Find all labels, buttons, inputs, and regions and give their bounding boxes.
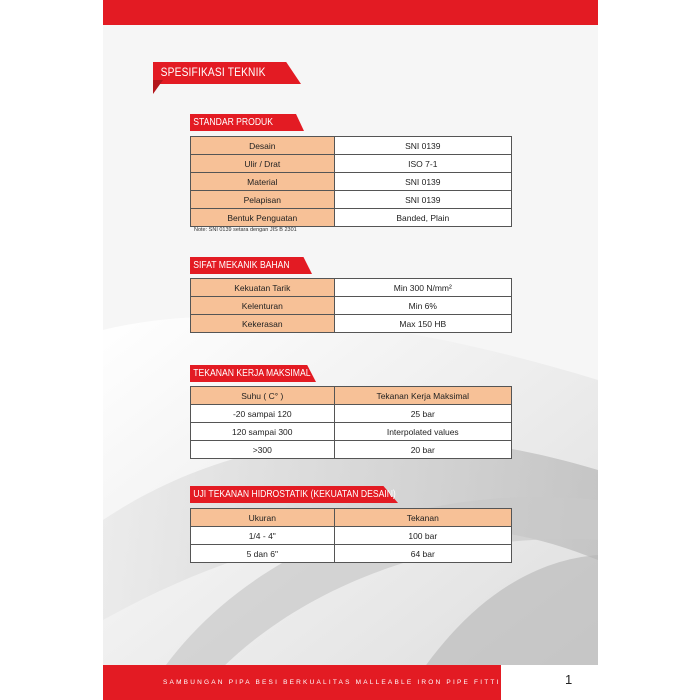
mekanik-row — [191, 279, 512, 297]
tekanan-row — [191, 423, 512, 441]
standar-label-cell: Material — [191, 173, 335, 191]
mekanik-row — [191, 315, 512, 333]
mekanik-value-cell: Max 150 HB — [334, 315, 511, 333]
tekanan-cell: 120 sampai 300 — [191, 423, 335, 441]
section-heading-standar: STANDAR PRODUK — [190, 114, 304, 131]
uji-header-tekanan: Tekanan — [334, 509, 511, 527]
document-page — [103, 0, 598, 700]
mekanik-value-cell: Min 300 N/mm² — [334, 279, 511, 297]
uji-row — [191, 527, 512, 545]
tekanan-row — [191, 441, 512, 459]
tekanan-cell: >300 — [191, 441, 335, 459]
standar-label-cell: Pelapisan — [191, 191, 335, 209]
tekanan-header-tekanan: Tekanan Kerja Maksimal — [334, 387, 511, 405]
standar-note: Note: SNI 0139 setara dengan JIS B 2301 — [194, 227, 297, 233]
uji-cell: 1/4 - 4" — [191, 527, 335, 545]
uji-cell: 64 bar — [334, 545, 511, 563]
uji-cell: 5 dan 6" — [191, 545, 335, 563]
page-title: SPESIFIKASI TEKNIK — [153, 62, 301, 84]
mekanik-row — [191, 297, 512, 315]
standar-value-cell: SNI 0139 — [334, 173, 511, 191]
standar-label-cell: Ulir / Drat — [191, 155, 335, 173]
section-heading-mekanik: SIFAT MEKANIK BAHAN — [190, 257, 312, 274]
tekanan-header-suhu: Suhu ( C° ) — [191, 387, 335, 405]
standar-label-cell: Desain — [191, 137, 335, 155]
standar-value-cell: SNI 0139 — [334, 137, 511, 155]
uji-header-ukuran: Ukuran — [191, 509, 335, 527]
standar-row — [191, 155, 512, 173]
standar-value-cell: ISO 7-1 — [334, 155, 511, 173]
top-red-bar — [103, 0, 598, 25]
standar-row — [191, 209, 512, 227]
tekanan-cell: -20 sampai 120 — [191, 405, 335, 423]
tekanan-cell: Interpolated values — [334, 423, 511, 441]
mekanik-label-cell: Kekuatan Tarik — [191, 279, 335, 297]
footer-text: SAMBUNGAN PIPA BESI BERKUALITAS MALLEABLE IRON PIPE FITTINGS | — [163, 679, 530, 686]
standar-row — [191, 137, 512, 155]
tekanan-row — [191, 405, 512, 423]
standar-value-cell: Banded, Plain — [334, 209, 511, 227]
mekanik-label-cell: Kelenturan — [191, 297, 335, 315]
mekanik-table — [190, 278, 512, 333]
uji-row — [191, 545, 512, 563]
standar-value-cell: SNI 0139 — [334, 191, 511, 209]
standar-row — [191, 173, 512, 191]
uji-table — [190, 508, 512, 563]
mekanik-label-cell: Kekerasan — [191, 315, 335, 333]
background-swoosh — [103, 0, 598, 700]
page-number: 1 — [565, 672, 573, 687]
standar-row — [191, 191, 512, 209]
tekanan-cell: 25 bar — [334, 405, 511, 423]
tekanan-table — [190, 386, 512, 459]
section-heading-uji: UJI TEKANAN HIDROSTATIK (KEKUATAN DESAIN) — [190, 486, 398, 503]
section-heading-tekanan: TEKANAN KERJA MAKSIMAL — [190, 365, 316, 382]
uji-cell: 100 bar — [334, 527, 511, 545]
standar-label-cell: Bentuk Penguatan — [191, 209, 335, 227]
mekanik-value-cell: Min 6% — [334, 297, 511, 315]
tekanan-cell: 20 bar — [334, 441, 511, 459]
standar-table — [190, 136, 512, 227]
